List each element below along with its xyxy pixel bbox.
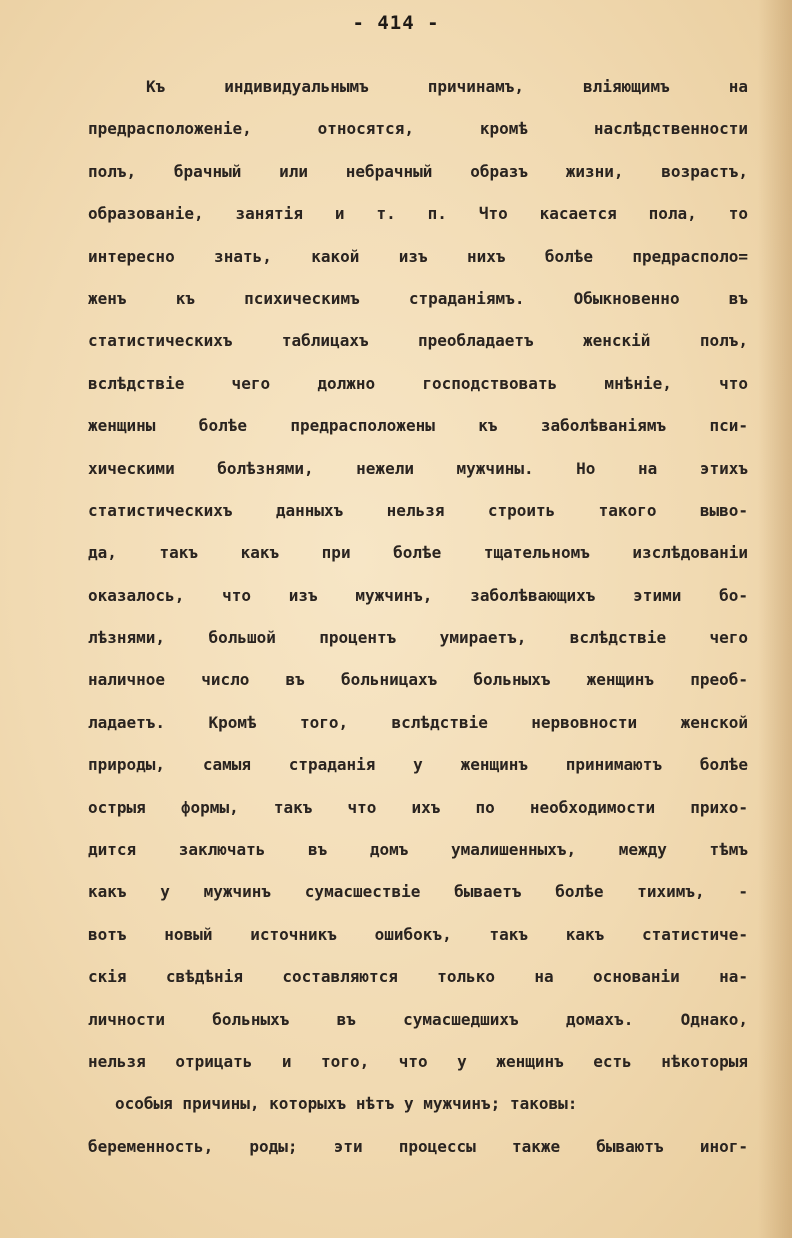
text-line: да, такъ какъ при болѣе тщательномъ изслѣдованіи bbox=[88, 543, 748, 563]
text-line: острыя формы, такъ что ихъ по необходимости прихо- bbox=[88, 797, 748, 817]
text-line: особыя причины, которыхъ нѣтъ у мужчинъ; таковы: bbox=[115, 1094, 578, 1114]
text-line: полъ, брачный или небрачный образъ жизни, возрастъ, bbox=[88, 161, 748, 181]
page-edge-shadow bbox=[758, 0, 792, 1238]
text-line: интересно знать, какой изъ нихъ болѣе предрасполо= bbox=[88, 246, 748, 266]
text-line: нельзя отрицать и того, что у женщинъ есть нѣкоторыя bbox=[88, 1051, 748, 1071]
text-line: хическими болѣзнями, нежели мужчины. Но на этихъ bbox=[88, 458, 748, 478]
text-line: статистическихъ таблицахъ преобладаетъ женскій полъ, bbox=[88, 331, 748, 351]
page-number: - 414 - bbox=[352, 12, 440, 34]
text-line: оказалось, что изъ мужчинъ, заболѣвающихъ этими бо- bbox=[88, 585, 748, 605]
text-line: дится заключать въ домъ умалишенныхъ, между тѣмъ bbox=[88, 840, 748, 860]
body-text bbox=[88, 66, 748, 1168]
text-line: лѣзнями, большой процентъ умираетъ, вслѣдствіе чего bbox=[88, 628, 748, 648]
text-line: женъ къ психическимъ страданіямъ. Обыкновенно въ bbox=[88, 288, 748, 308]
text-line: образованіе, занятія и т. п. Что касается пола, то bbox=[88, 204, 748, 224]
text-line: вслѣдствіе чего должно господствовать мнѣніе, что bbox=[88, 373, 748, 393]
text-line: статистическихъ данныхъ нельзя строить такого выво- bbox=[88, 500, 748, 520]
text-line: личности больныхъ въ сумасшедшихъ домахъ. Однако, bbox=[88, 1009, 748, 1029]
text-line: природы, самыя страданія у женщинъ принимаютъ болѣе bbox=[88, 755, 748, 775]
text-line: предрасположеніе, относятся, кромѣ наслѣдственности bbox=[88, 119, 748, 139]
text-line: беременность, роды; эти процессы также бываютъ иног- bbox=[88, 1136, 748, 1156]
text-line: наличное число въ больницахъ больныхъ женщинъ преоб- bbox=[88, 670, 748, 690]
text-line: какъ у мужчинъ сумасшествіе бываетъ болѣе тихимъ, - bbox=[88, 882, 748, 902]
text-line: ладаетъ. Кромѣ того, вслѣдствіе нервовности женской bbox=[88, 712, 748, 732]
text-line: вотъ новый источникъ ошибокъ, такъ какъ статистиче- bbox=[88, 924, 748, 944]
text-line: женщины болѣе предрасположены къ заболѣваніямъ пси- bbox=[88, 416, 748, 436]
text-line: скія свѣдѣнія составляются только на основаніи на- bbox=[88, 967, 748, 987]
text-line: Къ индивидуальнымъ причинамъ, вліяющимъ на bbox=[146, 77, 748, 96]
